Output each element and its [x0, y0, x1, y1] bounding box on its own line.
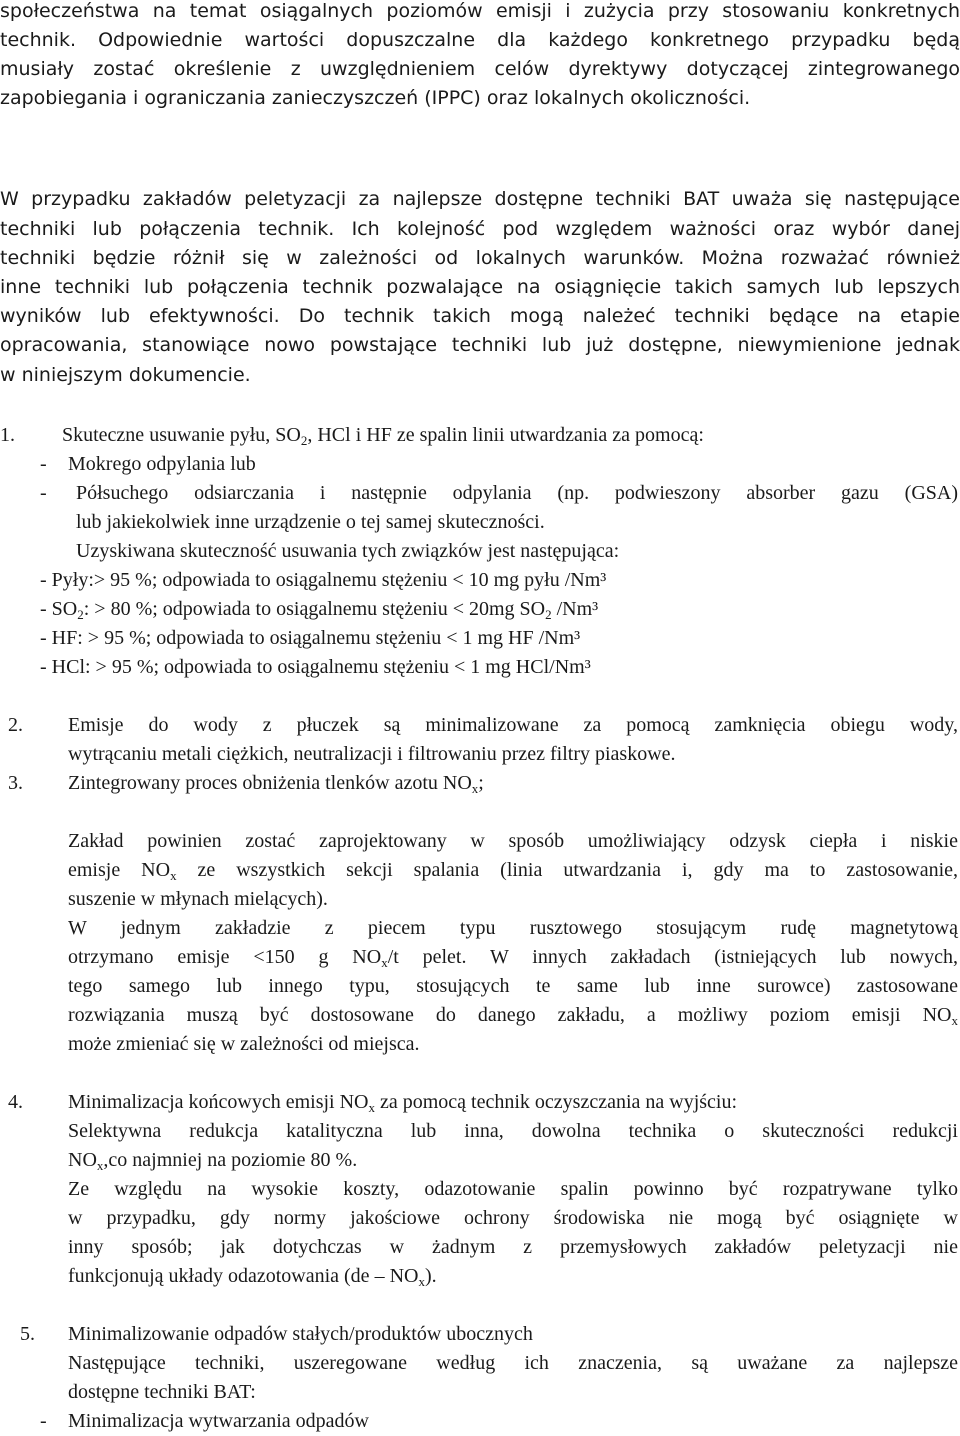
list-item: Półsuchego odsiarczania i następnie odpylania (np. podwieszony absorber gazu (GSA)	[76, 482, 958, 504]
list-item: Minimalizacja wytwarzania odpadów	[68, 1410, 369, 1432]
section-title: Minimalizacja końcowych emisji $NO_x$ za pomocą technik oczyszczania na wyjściu:	[68, 1091, 738, 1115]
section-number: 5.	[20, 1323, 35, 1345]
text-line: Ze względu na wysokie koszty, odazotowanie spalin powinno być rozpatrywane tylko	[68, 1178, 958, 1200]
section-title: Minimalizowanie odpadów stałych/produktów ubocznych	[68, 1323, 533, 1345]
text-line: opracowania, stanowiące nowo powstające techniki lub już dostępne, niewymienione jednak	[0, 334, 960, 356]
text-line: technik. Odpowiednie wartości dopuszczalne dla każdego konkretnego przypadku będą	[0, 29, 960, 51]
text-line: Zakład powinien zostać zaprojektowany w sposób umożliwiający odzysk ciepła i niskie	[68, 830, 958, 852]
text-line: rozwiązania muszą być dostosowane do danego zakładu, a możliwy poziom emisji $NO_x$	[68, 1004, 958, 1028]
text-line: może zmieniać się w zależności od miejsca.	[68, 1033, 420, 1055]
section-title: Zintegrowany proces obniżenia tlenków azotu $NO_x$;	[68, 772, 484, 796]
efficiency-dust: - Pyły:> 95 %; odpowiada to osiągalnemu stężeniu < 10 mg pyłu /Nm³	[40, 569, 607, 591]
text-line: funkcjonują układy odazotowania $(de - NO_x)$.	[68, 1265, 437, 1289]
list-item-continuation: lub jakiekolwiek inne urządzenie o tej samej skuteczności.	[76, 511, 545, 533]
text-line: musiały zostać określenie z uwzględnieniem celów dyrektywy dotyczącej zintegrowanego	[0, 58, 960, 80]
text-line: emisje $NO_x$ ze wszystkich sekcji spalania (linia utwardzania i, gdy ma to zastosowanie,	[68, 859, 959, 883]
text-line: Następujące techniki, uszeregowane według ich znaczenia, są uważane za najlepsze	[68, 1352, 958, 1374]
text-line: zapobiegania i ograniczania zanieczyszczeń (IPPC) oraz lokalnych okoliczności.	[0, 87, 751, 109]
text-line: Emisje do wody z płuczek są minimalizowane za pomocą zamknięcia obiegu wody,	[68, 714, 958, 736]
text-line: wytrącaniu metali ciężkich, neutralizacji i filtrowaniu przez filtry piaskowe.	[68, 743, 676, 765]
text-line: W jednym zakładzie z piecem typu rusztowego stosującym rudę magnetytową	[68, 917, 958, 939]
text-line: wyników lub efektywności. Do technik takich mogą należeć techniki będące na etapie	[0, 305, 960, 327]
list-dash: -	[40, 1410, 47, 1432]
section-number: 1.	[0, 424, 15, 446]
text-line: dostępne techniki BAT:	[68, 1381, 256, 1403]
text-line: w przypadku, gdy normy jakościowe ochrony środowiska nie mogą być osiągnięte w	[68, 1207, 958, 1229]
text-line: społeczeństwa na temat osiągalnych poziomów emisji i zużycia przy stosowaniu konkretnych	[0, 0, 960, 22]
list-dash: -	[40, 453, 47, 475]
section-number: 2.	[8, 714, 23, 736]
text-line: inny sposób; jak dotychczas w żadnym z przemysłowych zakładów peletyzacji nie	[68, 1236, 958, 1258]
text-line: techniki będzie różnił się w zależności od lokalnych warunków. Można rozważać również	[0, 247, 960, 269]
list-item: Mokrego odpylania lub	[68, 453, 256, 475]
text-line: inne techniki lub połączenia technik pozwalające na osiągnięcie takich samych lub lepszych	[0, 276, 960, 298]
efficiency-so2: - $SO_2$: > 80 %; odpowiada to osiągalnemu stężeniu < 20mg $SO_2$ /Nm³	[40, 598, 599, 622]
efficiency-intro: Uzyskiwana skuteczność usuwania tych związków jest następująca:	[76, 540, 620, 562]
list-dash: -	[40, 482, 47, 504]
text-line: tego samego lub innego typu, stosujących te same lub inne surowce) zastosowane	[68, 975, 958, 997]
text-line: techniki lub połączenia technik. Ich kolejność pod względem ważności oraz wybór danej	[0, 218, 960, 240]
efficiency-hf: - HF: > 95 %; odpowiada to osiągalnemu stężeniu < 1 mg HF /Nm³	[40, 627, 581, 649]
section-title: Skuteczne usuwanie pyłu, $SO_2$, HCl i HF ze spalin linii utwardzania za pomocą:	[62, 424, 704, 448]
section-number: 3.	[8, 772, 23, 794]
section-number: 4.	[8, 1091, 23, 1113]
text-line: suszenie w młynach mielących).	[68, 888, 328, 910]
text-line: w niniejszym dokumencie.	[0, 364, 251, 386]
efficiency-hcl: - HCl: > 95 %; odpowiada to osiągalnemu stężeniu < 1 mg HCl/Nm³	[40, 656, 591, 678]
text-line: $NO_x,co$ najmniej na poziomie 80 %.	[68, 1149, 358, 1173]
text-line: W przypadku zakładów peletyzacji za najlepsze dostępne techniki BAT uważa się następujące	[0, 188, 960, 210]
text-line: Selektywna redukcja katalityczna lub inna, dowolna technika o skuteczności redukcji	[68, 1120, 958, 1142]
text-line: otrzymano emisje <150 g $NO_x/t$ pelet. W innych zakładach (istniejących lub nowych,	[68, 946, 958, 970]
